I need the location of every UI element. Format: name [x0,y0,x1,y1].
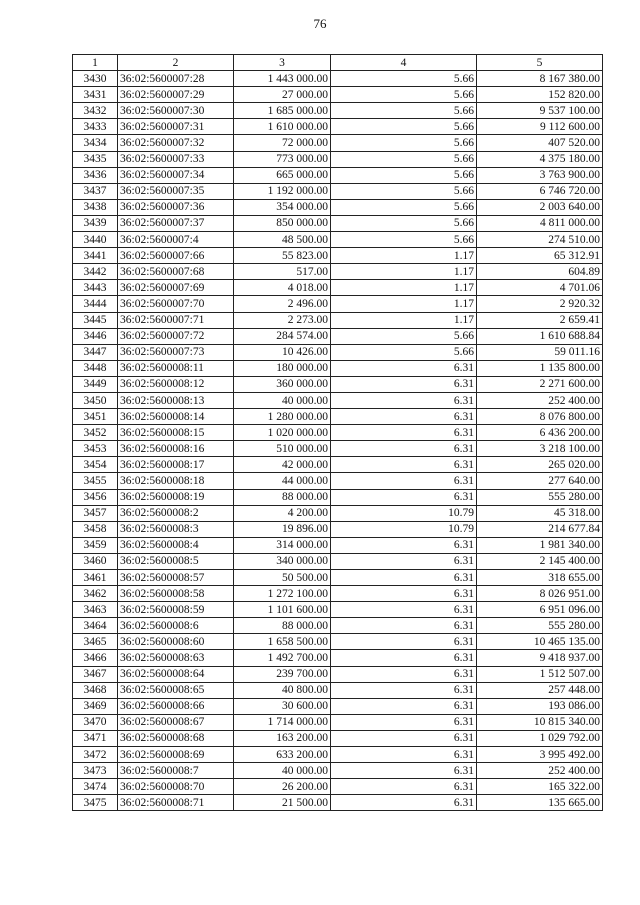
table-row [73,376,603,392]
table-row [73,666,603,682]
rate-value-cell: 5.66 [331,199,477,215]
cadastral-value-cell: 252 400.00 [477,763,603,779]
table-row [73,779,603,795]
area-value-cell: 44 000.00 [234,473,331,489]
area-value-cell: 10 426.00 [234,344,331,360]
area-value-cell: 42 000.00 [234,457,331,473]
table-row [73,714,603,730]
cadastral-number-cell: 36:02:5600008:5 [118,553,234,569]
row-number-cell: 3454 [73,457,118,473]
table-row [73,215,603,231]
area-value-cell: 26 200.00 [234,779,331,795]
column-header-3: 3 [234,55,331,71]
cadastral-value-cell: 274 510.00 [477,232,603,248]
cadastral-value-cell: 152 820.00 [477,87,603,103]
area-value-cell: 314 000.00 [234,537,331,553]
rate-value-cell: 6.31 [331,795,477,811]
rate-value-cell: 6.31 [331,682,477,698]
row-number-cell: 3439 [73,215,118,231]
cadastral-number-cell: 36:02:5600007:66 [118,248,234,264]
rate-value-cell: 5.66 [331,344,477,360]
cadastral-value-cell: 6 746 720.00 [477,183,603,199]
rate-value-cell: 6.31 [331,714,477,730]
row-number-cell: 3471 [73,730,118,746]
rate-value-cell: 6.31 [331,586,477,602]
cadastral-value-cell: 65 312.91 [477,248,603,264]
cadastral-value-cell: 252 400.00 [477,392,603,408]
column-header-1: 1 [73,55,118,71]
cadastral-value-cell: 8 167 380.00 [477,71,603,87]
cadastral-number-cell: 36:02:5600008:69 [118,747,234,763]
cadastral-number-cell: 36:02:5600008:18 [118,473,234,489]
row-number-cell: 3469 [73,698,118,714]
table-row [73,167,603,183]
rate-value-cell: 6.31 [331,698,477,714]
row-number-cell: 3445 [73,312,118,328]
row-number-cell: 3470 [73,714,118,730]
table-row [73,312,603,328]
area-value-cell: 1 192 000.00 [234,183,331,199]
area-value-cell: 633 200.00 [234,747,331,763]
area-value-cell: 4 200.00 [234,505,331,521]
table-row [73,473,603,489]
cadastral-number-cell: 36:02:5600007:32 [118,135,234,151]
rate-value-cell: 6.31 [331,376,477,392]
cadastral-number-cell: 36:02:5600008:4 [118,537,234,553]
cadastral-number-cell: 36:02:5600007:72 [118,328,234,344]
cadastral-value-cell: 10 815 340.00 [477,714,603,730]
table-row [73,618,603,634]
rate-value-cell: 6.31 [331,392,477,408]
cadastral-number-cell: 36:02:5600008:12 [118,376,234,392]
row-number-cell: 3436 [73,167,118,183]
row-number-cell: 3474 [73,779,118,795]
table-row [73,183,603,199]
cadastral-number-cell: 36:02:5600007:33 [118,151,234,167]
table-row [73,199,603,215]
area-value-cell: 180 000.00 [234,360,331,376]
row-number-cell: 3460 [73,553,118,569]
area-value-cell: 2 496.00 [234,296,331,312]
area-value-cell: 2 273.00 [234,312,331,328]
cadastral-value-cell: 4 375 180.00 [477,151,603,167]
row-number-cell: 3446 [73,328,118,344]
table-row [73,248,603,264]
cadastral-value-cell: 193 086.00 [477,698,603,714]
table-row [73,521,603,537]
row-number-cell: 3465 [73,634,118,650]
cadastral-number-cell: 36:02:5600008:64 [118,666,234,682]
rate-value-cell: 6.31 [331,570,477,586]
area-value-cell: 88 000.00 [234,489,331,505]
cadastral-value-cell: 6 951 096.00 [477,602,603,618]
area-value-cell: 1 280 000.00 [234,409,331,425]
area-value-cell: 72 000.00 [234,135,331,151]
row-number-cell: 3430 [73,71,118,87]
cadastral-number-cell: 36:02:5600008:65 [118,682,234,698]
cadastral-value-cell: 59 011.16 [477,344,603,360]
cadastral-number-cell: 36:02:5600008:13 [118,392,234,408]
rate-value-cell: 1.17 [331,312,477,328]
table-row [73,71,603,87]
table-body [73,71,603,811]
row-number-cell: 3442 [73,264,118,280]
cadastral-value-cell: 277 640.00 [477,473,603,489]
table-row [73,425,603,441]
area-value-cell: 665 000.00 [234,167,331,183]
table-row [73,795,603,811]
rate-value-cell: 6.31 [331,473,477,489]
cadastral-value-cell: 555 280.00 [477,618,603,634]
area-value-cell: 354 000.00 [234,199,331,215]
cadastral-value-cell: 6 436 200.00 [477,425,603,441]
cadastral-value-cell: 1 135 800.00 [477,360,603,376]
table-header-row [73,55,603,71]
table-row [73,682,603,698]
row-number-cell: 3475 [73,795,118,811]
rate-value-cell: 6.31 [331,763,477,779]
table-row [73,344,603,360]
row-number-cell: 3437 [73,183,118,199]
cadastral-number-cell: 36:02:5600007:35 [118,183,234,199]
rate-value-cell: 5.66 [331,87,477,103]
area-value-cell: 1 272 100.00 [234,586,331,602]
table-row [73,135,603,151]
cadastral-value-cell: 2 145 400.00 [477,553,603,569]
rate-value-cell: 6.31 [331,441,477,457]
area-value-cell: 773 000.00 [234,151,331,167]
cadastral-number-cell: 36:02:5600008:67 [118,714,234,730]
table-row [73,87,603,103]
rate-value-cell: 5.66 [331,151,477,167]
row-number-cell: 3472 [73,747,118,763]
area-value-cell: 40 000.00 [234,763,331,779]
cadastral-number-cell: 36:02:5600008:3 [118,521,234,537]
cadastral-number-cell: 36:02:5600008:6 [118,618,234,634]
area-value-cell: 1 685 000.00 [234,103,331,119]
row-number-cell: 3459 [73,537,118,553]
rate-value-cell: 6.31 [331,602,477,618]
table-row [73,570,603,586]
cadastral-number-cell: 36:02:5600008:59 [118,602,234,618]
cadastral-value-cell: 214 677.84 [477,521,603,537]
row-number-cell: 3448 [73,360,118,376]
cadastral-value-table [72,54,603,811]
row-number-cell: 3435 [73,151,118,167]
row-number-cell: 3467 [73,666,118,682]
row-number-cell: 3431 [73,87,118,103]
table-row [73,730,603,746]
cadastral-number-cell: 36:02:5600008:2 [118,505,234,521]
row-number-cell: 3449 [73,376,118,392]
rate-value-cell: 6.31 [331,409,477,425]
cadastral-value-cell: 3 763 900.00 [477,167,603,183]
row-number-cell: 3433 [73,119,118,135]
table-row [73,441,603,457]
cadastral-number-cell: 36:02:5600008:58 [118,586,234,602]
rate-value-cell: 6.31 [331,618,477,634]
table-row [73,232,603,248]
rate-value-cell: 6.31 [331,425,477,441]
cadastral-number-cell: 36:02:5600008:70 [118,779,234,795]
rate-value-cell: 6.31 [331,553,477,569]
page-number: 76 [313,16,327,31]
area-value-cell: 40 000.00 [234,392,331,408]
area-value-cell: 239 700.00 [234,666,331,682]
table-row [73,586,603,602]
cadastral-value-cell: 2 920.32 [477,296,603,312]
column-header-4: 4 [331,55,477,71]
rate-value-cell: 6.31 [331,457,477,473]
area-value-cell: 19 896.00 [234,521,331,537]
row-number-cell: 3444 [73,296,118,312]
cadastral-number-cell: 36:02:5600008:63 [118,650,234,666]
area-value-cell: 1 714 000.00 [234,714,331,730]
rate-value-cell: 5.66 [331,135,477,151]
cadastral-value-cell: 8 076 800.00 [477,409,603,425]
row-number-cell: 3438 [73,199,118,215]
area-value-cell: 30 600.00 [234,698,331,714]
table-row [73,698,603,714]
rate-value-cell: 10.79 [331,521,477,537]
area-value-cell: 284 574.00 [234,328,331,344]
rate-value-cell: 6.31 [331,360,477,376]
table-row [73,747,603,763]
rate-value-cell: 5.66 [331,215,477,231]
table-row [73,505,603,521]
cadastral-value-cell: 318 655.00 [477,570,603,586]
row-number-cell: 3473 [73,763,118,779]
cadastral-number-cell: 36:02:5600008:71 [118,795,234,811]
area-value-cell: 360 000.00 [234,376,331,392]
area-value-cell: 27 000.00 [234,87,331,103]
table-row [73,103,603,119]
cadastral-number-cell: 36:02:5600007:36 [118,199,234,215]
cadastral-value-cell: 4 701.06 [477,280,603,296]
table-row [73,602,603,618]
table-row [73,151,603,167]
cadastral-number-cell: 36:02:5600008:7 [118,763,234,779]
table-row [73,296,603,312]
cadastral-number-cell: 36:02:5600007:29 [118,87,234,103]
row-number-cell: 3450 [73,392,118,408]
area-value-cell: 1 443 000.00 [234,71,331,87]
cadastral-value-cell: 9 418 937.00 [477,650,603,666]
row-number-cell: 3461 [73,570,118,586]
area-value-cell: 163 200.00 [234,730,331,746]
row-number-cell: 3462 [73,586,118,602]
table-row [73,457,603,473]
rate-value-cell: 6.31 [331,489,477,505]
cadastral-value-cell: 9 112 600.00 [477,119,603,135]
rate-value-cell: 5.66 [331,167,477,183]
rate-value-cell: 6.31 [331,650,477,666]
table-row [73,280,603,296]
row-number-cell: 3440 [73,232,118,248]
table-row [73,392,603,408]
rate-value-cell: 6.31 [331,537,477,553]
cadastral-number-cell: 36:02:5600007:73 [118,344,234,360]
area-value-cell: 88 000.00 [234,618,331,634]
cadastral-value-cell: 4 811 000.00 [477,215,603,231]
cadastral-value-cell: 257 448.00 [477,682,603,698]
cadastral-value-cell: 555 280.00 [477,489,603,505]
area-value-cell: 517.00 [234,264,331,280]
cadastral-value-cell: 165 322.00 [477,779,603,795]
cadastral-value-cell: 2 271 600.00 [477,376,603,392]
rate-value-cell: 5.66 [331,103,477,119]
area-value-cell: 50 500.00 [234,570,331,586]
column-header-5: 5 [477,55,603,71]
cadastral-value-cell: 2 659.41 [477,312,603,328]
rate-value-cell: 6.31 [331,666,477,682]
area-value-cell: 340 000.00 [234,553,331,569]
cadastral-value-cell: 1 029 792.00 [477,730,603,746]
row-number-cell: 3434 [73,135,118,151]
cadastral-value-cell: 604.89 [477,264,603,280]
cadastral-value-cell: 1 512 507.00 [477,666,603,682]
area-value-cell: 1 101 600.00 [234,602,331,618]
cadastral-number-cell: 36:02:5600007:69 [118,280,234,296]
cadastral-value-cell: 45 318.00 [477,505,603,521]
rate-value-cell: 1.17 [331,280,477,296]
table-row [73,553,603,569]
cadastral-number-cell: 36:02:5600007:37 [118,215,234,231]
area-value-cell: 4 018.00 [234,280,331,296]
row-number-cell: 3455 [73,473,118,489]
cadastral-number-cell: 36:02:5600007:31 [118,119,234,135]
cadastral-number-cell: 36:02:5600007:71 [118,312,234,328]
rate-value-cell: 5.66 [331,119,477,135]
cadastral-value-cell: 8 026 951.00 [477,586,603,602]
area-value-cell: 850 000.00 [234,215,331,231]
cadastral-number-cell: 36:02:5600008:57 [118,570,234,586]
table-row [73,360,603,376]
area-value-cell: 1 658 500.00 [234,634,331,650]
area-value-cell: 1 492 700.00 [234,650,331,666]
rate-value-cell: 10.79 [331,505,477,521]
row-number-cell: 3463 [73,602,118,618]
cadastral-value-cell: 1 981 340.00 [477,537,603,553]
row-number-cell: 3457 [73,505,118,521]
rate-value-cell: 6.31 [331,779,477,795]
rate-value-cell: 6.31 [331,634,477,650]
column-header-2: 2 [118,55,234,71]
rate-value-cell: 6.31 [331,730,477,746]
table-row [73,763,603,779]
row-number-cell: 3443 [73,280,118,296]
table-row [73,650,603,666]
row-number-cell: 3468 [73,682,118,698]
table-row [73,489,603,505]
row-number-cell: 3453 [73,441,118,457]
cadastral-number-cell: 36:02:5600007:30 [118,103,234,119]
cadastral-number-cell: 36:02:5600007:70 [118,296,234,312]
cadastral-value-cell: 2 003 640.00 [477,199,603,215]
cadastral-number-cell: 36:02:5600008:66 [118,698,234,714]
row-number-cell: 3456 [73,489,118,505]
cadastral-value-cell: 3 218 100.00 [477,441,603,457]
rate-value-cell: 5.66 [331,232,477,248]
table-row [73,264,603,280]
cadastral-number-cell: 36:02:5600007:28 [118,71,234,87]
row-number-cell: 3432 [73,103,118,119]
cadastral-number-cell: 36:02:5600008:17 [118,457,234,473]
row-number-cell: 3447 [73,344,118,360]
cadastral-number-cell: 36:02:5600008:16 [118,441,234,457]
row-number-cell: 3464 [73,618,118,634]
area-value-cell: 55 823.00 [234,248,331,264]
table-row [73,537,603,553]
row-number-cell: 3452 [73,425,118,441]
cadastral-number-cell: 36:02:5600008:19 [118,489,234,505]
cadastral-number-cell: 36:02:5600008:14 [118,409,234,425]
cadastral-value-cell: 9 537 100.00 [477,103,603,119]
rate-value-cell: 5.66 [331,71,477,87]
rate-value-cell: 1.17 [331,296,477,312]
table-row [73,409,603,425]
cadastral-number-cell: 36:02:5600008:15 [118,425,234,441]
cadastral-value-cell: 407 520.00 [477,135,603,151]
row-number-cell: 3466 [73,650,118,666]
cadastral-number-cell: 36:02:5600008:68 [118,730,234,746]
area-value-cell: 1 610 000.00 [234,119,331,135]
cadastral-number-cell: 36:02:5600007:4 [118,232,234,248]
cadastral-value-cell: 135 665.00 [477,795,603,811]
cadastral-number-cell: 36:02:5600008:11 [118,360,234,376]
cadastral-value-cell: 10 465 135.00 [477,634,603,650]
rate-value-cell: 6.31 [331,747,477,763]
cadastral-number-cell: 36:02:5600007:68 [118,264,234,280]
rate-value-cell: 5.66 [331,328,477,344]
cadastral-number-cell: 36:02:5600007:34 [118,167,234,183]
row-number-cell: 3451 [73,409,118,425]
area-value-cell: 1 020 000.00 [234,425,331,441]
rate-value-cell: 1.17 [331,248,477,264]
area-value-cell: 510 000.00 [234,441,331,457]
rate-value-cell: 1.17 [331,264,477,280]
area-value-cell: 21 500.00 [234,795,331,811]
cadastral-value-cell: 1 610 688.84 [477,328,603,344]
cadastral-value-cell: 3 995 492.00 [477,747,603,763]
table-row [73,634,603,650]
row-number-cell: 3441 [73,248,118,264]
cadastral-number-cell: 36:02:5600008:60 [118,634,234,650]
area-value-cell: 40 800.00 [234,682,331,698]
area-value-cell: 48 500.00 [234,232,331,248]
table-row [73,328,603,344]
table-row [73,119,603,135]
row-number-cell: 3458 [73,521,118,537]
rate-value-cell: 5.66 [331,183,477,199]
cadastral-value-cell: 265 020.00 [477,457,603,473]
